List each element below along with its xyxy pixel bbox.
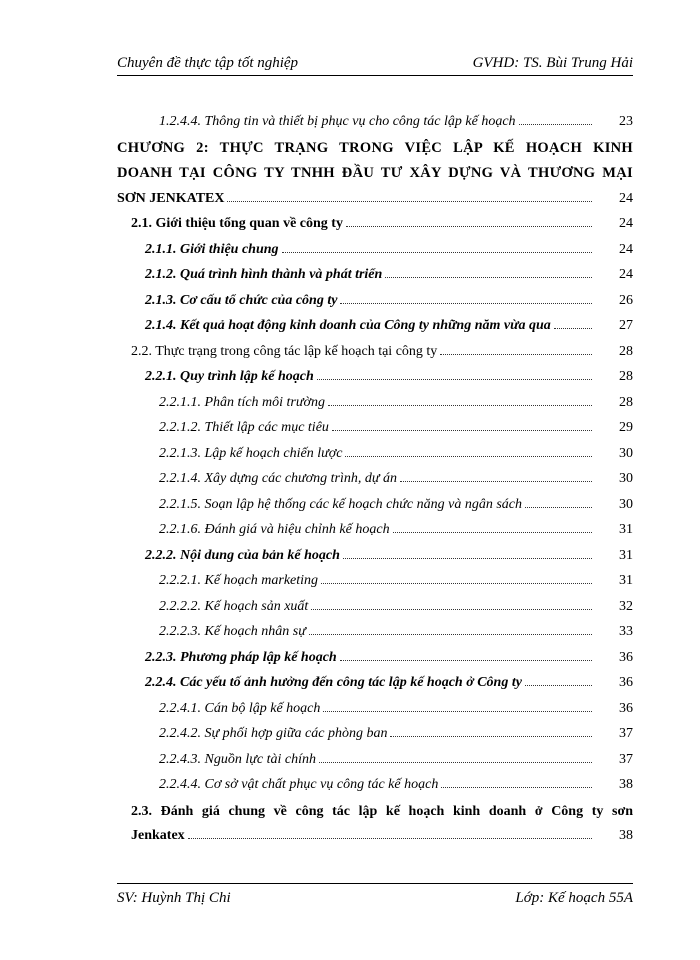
chapter-line-1: CHƯƠNG 2: THỰC TRẠNG TRONG VIỆC LẬP KẾ HOẠCH KINH [117,139,633,156]
chapter-heading[interactable] [117,136,633,187]
page-header [117,55,633,76]
section-2-3-heading[interactable] [117,799,633,825]
toc-entry-page: 24 [619,216,633,231]
leader-dots [340,302,592,304]
toc-entry[interactable] [117,416,633,442]
toc-entry-title: 1.2.4.4. Thông tin và thiết bị phục vụ cho công tác lập kế hoạch [159,114,516,129]
leader-dots [441,786,592,788]
toc-entry-title: 2.2.4. Các yếu tố ảnh hưởng đến công tác lập kế hoạch ở Công ty [145,675,522,690]
toc-entry-title: 2.2.1.5. Soạn lập hệ thống các kế hoạch chức năng và ngân sách [159,496,523,512]
leader-dots [390,735,592,737]
toc-entry[interactable] [117,263,633,289]
toc-entry-page: 29 [619,420,633,435]
toc-entry-title: 2.2.1.2. Thiết lập các mục tiêu [159,420,329,435]
toc-entry-page: 31 [619,522,633,537]
toc-entry-page: 36 [619,649,633,665]
leader-dots [345,455,592,457]
leader-dots [321,582,592,584]
leader-dots [311,608,592,610]
page-footer [117,883,633,906]
table-of-contents [117,110,633,850]
toc-entry[interactable] [117,187,633,213]
leader-dots [188,837,592,839]
toc-entry-page: 26 [619,292,633,308]
toc-entry-title: 2.2. Thực trạng trong công tác lập kế hoạch tại công ty [131,343,438,359]
toc-entry-page: 38 [619,777,633,792]
toc-entry-title: 2.2.1.1. Phân tích môi trường [159,394,325,410]
toc-entry-title: 2.2.2.3. Kế hoạch nhân sự [159,624,306,639]
toc-entry-page: 37 [619,751,633,767]
toc-entry[interactable] [117,773,633,799]
leader-dots [400,480,592,482]
leader-dots [343,557,592,559]
toc-entry[interactable] [117,671,633,697]
leader-dots [519,123,592,125]
toc-entry[interactable] [117,518,633,544]
leader-dots [227,200,592,202]
leader-dots [340,659,592,661]
toc-entry-title: 2.2.1.4. Xây dựng các chương trình, dự án [159,471,398,486]
toc-entry[interactable] [117,365,633,391]
toc-entry-page: 30 [619,496,633,512]
toc-entry-page: 24 [619,241,633,257]
toc-entry-page: 28 [619,394,633,410]
section-2-3-line-2: Jenkatex [131,828,185,843]
toc-entry[interactable] [117,595,633,621]
toc-entry-page: 31 [619,547,633,563]
toc-entry[interactable] [117,697,633,723]
leader-dots [440,353,592,355]
leader-dots [554,327,592,329]
toc-entry[interactable] [117,748,633,774]
chapter-line-2: DOANH TẠI CÔNG TY TNHH ĐẦU TƯ XÂY DỰNG VÀ THƯƠNG MẠI [117,165,633,181]
toc-entry[interactable] [117,289,633,315]
toc-entry[interactable] [117,238,633,264]
toc-entry-title: 2.2.4.1. Cán bộ lập kế hoạch [159,700,321,716]
leader-dots [393,531,592,533]
footer-right: Lớp: Kế hoạch 55A [515,890,633,906]
toc-entry[interactable] [117,212,633,238]
toc-entry-page: 30 [619,445,633,461]
leader-dots [525,506,592,508]
toc-entry-title: 2.2.2.1. Kế hoạch marketing [159,573,319,588]
leader-dots [317,378,592,380]
toc-entry[interactable] [117,442,633,468]
toc-entry-title: 2.2.1.6. Đánh giá và hiệu chỉnh kế hoạch [159,522,390,537]
leader-dots [328,404,592,406]
toc-entry-title: 2.1.2. Quá trình hình thành và phát triển [145,267,383,282]
header-right: GVHD: TS. Bùi Trung Hải [472,55,633,71]
toc-entry-title: 2.2.4.4. Cơ sở vật chất phục vụ công tác kế hoạch [159,777,439,792]
toc-entry[interactable] [117,544,633,570]
leader-dots [332,429,592,431]
toc-entry-page: 24 [619,190,633,206]
toc-entry-title: 2.2.3. Phương pháp lập kế hoạch [145,649,337,665]
toc-entry-page: 23 [619,114,633,129]
toc-entry-page: 37 [619,726,633,741]
header-left: Chuyên đề thực tập tốt nghiệp [117,55,299,71]
toc-entry[interactable] [117,824,633,850]
leader-dots [282,251,592,253]
toc-entry-title: 2.2.2.2. Kế hoạch sản xuất [159,598,309,614]
toc-entry-page: 36 [619,675,633,690]
toc-entry[interactable] [117,314,633,340]
leader-dots [346,225,592,227]
toc-entry-title: 2.2.1. Quy trình lập kế hoạch [145,369,314,384]
toc-entry[interactable] [117,722,633,748]
leader-dots [385,276,592,278]
chapter-line-3: SƠN JENKATEX [117,190,225,206]
toc-entry[interactable] [117,467,633,493]
toc-entry-page: 36 [619,700,633,716]
toc-entry[interactable] [117,340,633,366]
toc-entry-page: 27 [619,318,633,333]
footer-left: SV: Huỳnh Thị Chi [117,890,231,906]
toc-entry[interactable] [117,569,633,595]
leader-dots [309,633,592,635]
toc-entry[interactable] [117,110,633,136]
toc-entry-title: 2.2.4.3. Nguồn lực tài chính [159,751,316,767]
toc-entry-title: 2.2.4.2. Sự phối hợp giữa các phòng ban [159,726,388,741]
toc-entry-title: 2.1. Giới thiệu tổng quan về công ty [131,216,343,231]
toc-entry-page: 24 [619,267,633,282]
toc-entry-title: 2.2.2. Nội dung của bản kế hoạch [145,547,340,563]
toc-entry-title: 2.1.4. Kết quả hoạt động kinh doanh của Công ty những năm vừa qua [145,318,551,333]
leader-dots [323,710,592,712]
toc-entry-page: 28 [619,343,633,359]
toc-entry[interactable] [117,493,633,519]
toc-entry-title: 2.1.3. Cơ cấu tổ chức của công ty [145,292,338,308]
toc-entry-title: 2.1.1. Giới thiệu chung [145,241,279,257]
toc-entry-page: 32 [619,598,633,614]
toc-entry-page: 33 [619,624,633,639]
section-2-3-line-1: 2.3. Đánh giá chung về công tác lập kế hoạch kinh doanh ở Công ty sơn [131,803,633,819]
toc-entry-title: 2.2.1.3. Lập kế hoạch chiến lược [159,445,343,461]
toc-entry-page: 38 [619,828,633,843]
toc-entry[interactable] [117,646,633,672]
toc-entry-page: 28 [619,369,633,384]
toc-entry[interactable] [117,620,633,646]
leader-dots [525,684,592,686]
toc-entry-page: 31 [619,573,633,588]
leader-dots [319,761,592,763]
toc-entry[interactable] [117,391,633,417]
toc-entry-page: 30 [619,471,633,486]
